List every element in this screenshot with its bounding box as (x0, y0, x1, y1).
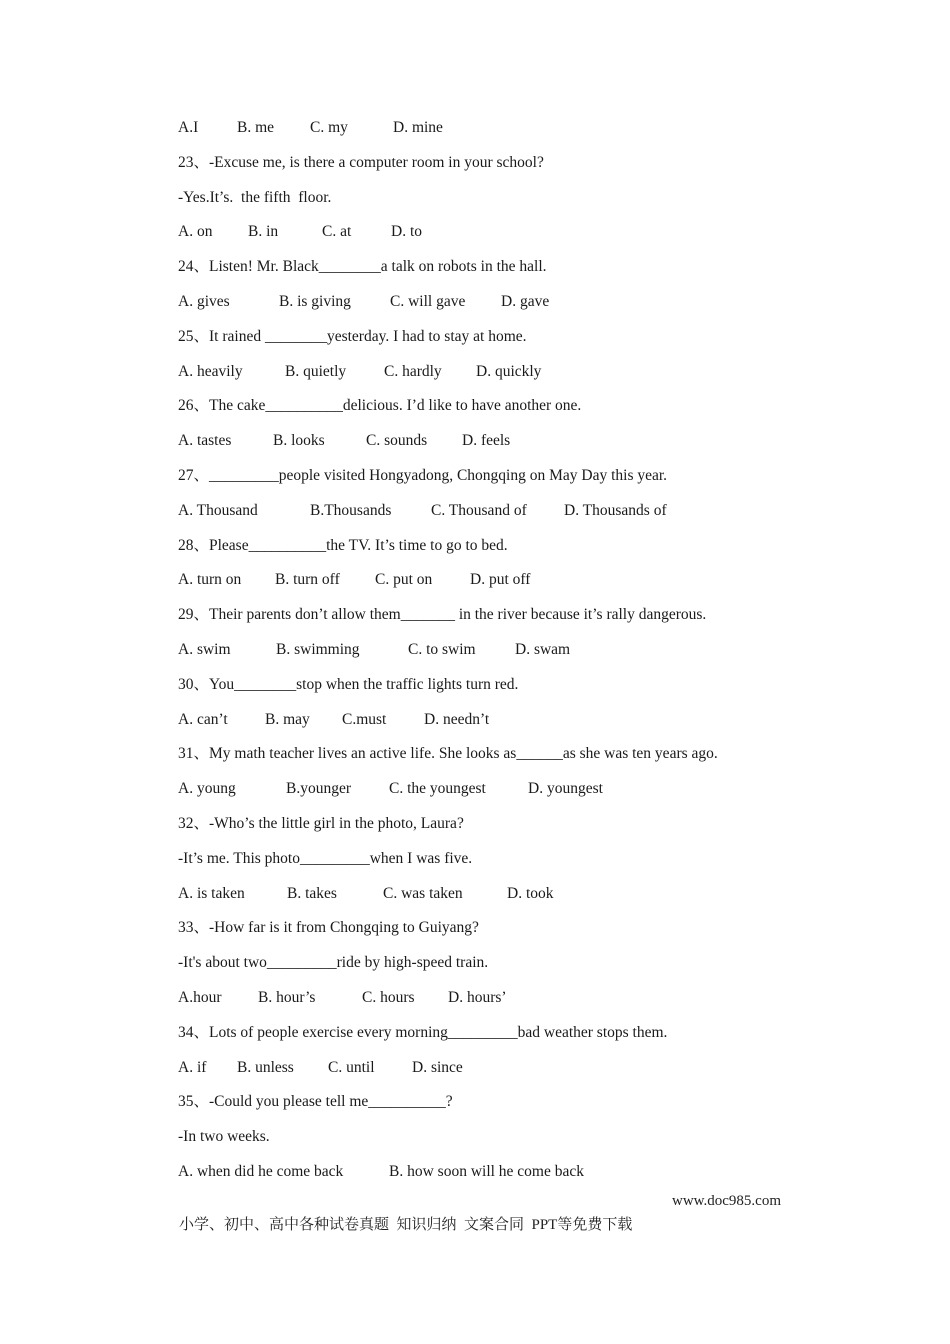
answer-option: C. hours (362, 988, 415, 1006)
answer-option: D. youngest (528, 780, 603, 798)
question-text: -It’s me. This photo_________when I was five. (178, 849, 473, 867)
answer-options (178, 568, 878, 603)
answer-option: A. on (178, 223, 213, 241)
question-text: 27、_________people visited Hongyadong, Chongqing on May Day this year. (178, 466, 668, 484)
answer-option: A. gives (178, 292, 230, 310)
answer-option: D. took (507, 884, 554, 902)
answer-options (178, 708, 878, 743)
question-text: -In two weeks. (178, 1128, 270, 1146)
answer-option: A. Thousand (178, 501, 258, 519)
answer-option: D. mine (393, 119, 443, 136)
answer-option: A.hour (178, 988, 222, 1006)
answer-options (178, 290, 878, 325)
answer-option: B. may (265, 710, 310, 728)
question-text: 35、-Could you please tell me__________? (178, 1093, 453, 1111)
answer-option: D. feels (462, 432, 511, 450)
page-footer (164, 1189, 804, 1285)
answer-options (178, 638, 878, 673)
answer-option: A. tastes (178, 432, 232, 450)
answer-option: C. my (310, 119, 348, 136)
answer-option: A. swim (178, 640, 231, 658)
answer-option: D. gave (501, 292, 550, 310)
question-text: 26、The cake__________delicious. I’d like to have another one. (178, 397, 582, 415)
answer-option: D. needn’t (424, 710, 490, 728)
answer-options (178, 499, 878, 534)
answer-option: C. Thousand of (431, 501, 527, 519)
answer-option: B. is giving (279, 292, 351, 310)
footer-website: www.doc985.com (672, 1193, 782, 1209)
question-text: 33、-How far is it from Chongqing to Guiyang? (178, 919, 479, 937)
question-text: 31、My math teacher lives an active life. She looks as______as she was ten years ago. (178, 745, 718, 763)
answer-option: C.must (342, 710, 387, 728)
answer-option: A. young (178, 780, 236, 798)
answer-option: B. looks (273, 432, 325, 450)
answer-option: B. quietly (285, 362, 347, 380)
question-text: 24、Listen! Mr. Black________a talk on robots in the hall. (178, 258, 547, 276)
footer-label: 小学、初中、高中各种试卷真题 知识归纳 文案合同 PPT等免费下载 (179, 1217, 633, 1233)
question-text: 25、It rained ________yesterday. I had to stay at home. (178, 327, 527, 345)
answer-options (178, 986, 878, 1021)
answer-option: C. to swim (408, 640, 476, 658)
answer-options (178, 220, 878, 255)
answer-option: B. takes (287, 884, 337, 902)
question-text: 23、-Excuse me, is there a computer room in your school? (178, 153, 544, 171)
answer-option: D. hours’ (448, 988, 507, 1006)
answer-options (178, 429, 878, 464)
answer-option: B. hour’s (258, 988, 316, 1006)
answer-option: C. sounds (366, 432, 428, 450)
answer-option: B. turn off (275, 571, 340, 589)
answer-option: A. if (178, 1058, 207, 1076)
answer-option: B. unless (237, 1058, 294, 1076)
answer-option: A. can’t (178, 710, 228, 728)
answer-options (178, 882, 878, 917)
question-text: 34、Lots of people exercise every morning_________bad weather stops them. (178, 1023, 668, 1041)
answer-options (178, 777, 878, 812)
answer-options (178, 360, 878, 395)
answer-option: B. me (237, 119, 275, 136)
answer-option: B.younger (286, 780, 352, 798)
answer-option: C. at (322, 223, 352, 241)
answer-option: A. when did he come back (178, 1162, 344, 1180)
answer-option: C. will gave (390, 292, 466, 310)
answer-option: B. how soon will he come back (389, 1162, 585, 1180)
answer-option: C. was taken (383, 884, 463, 902)
question-text: 32、-Who’s the little girl in the photo, Laura? (178, 814, 464, 832)
answer-option: C. until (328, 1058, 375, 1076)
answer-option: C. the youngest (389, 780, 486, 798)
answer-option: A. is taken (178, 884, 245, 902)
answer-options (178, 116, 878, 151)
answer-option: D. put off (470, 571, 531, 589)
answer-option: D. swam (515, 640, 571, 658)
answer-option: C. hardly (384, 362, 442, 380)
question-text: 29、Their parents don’t allow them_______ in the river because it’s rally dangerous. (178, 606, 707, 624)
question-list (178, 116, 878, 1195)
answer-option: B. swimming (276, 640, 360, 658)
answer-option: D. Thousands of (564, 501, 667, 519)
answer-option: C. put on (375, 571, 433, 589)
answer-option: A. heavily (178, 362, 243, 380)
question-text: 30、You________stop when the traffic lights turn red. (178, 675, 519, 693)
answer-option: A. turn on (178, 571, 242, 589)
question-text: -Yes.It’s. the fifth floor. (178, 188, 332, 206)
answer-options (178, 1056, 878, 1091)
answer-option: A.I (178, 119, 199, 136)
answer-option: D. quickly (476, 362, 542, 380)
answer-option: B. in (248, 223, 279, 241)
answer-option: B.Thousands (310, 501, 392, 519)
answer-option: D. to (391, 223, 422, 241)
question-text: -It's about two_________ride by high-speed train. (178, 954, 489, 972)
answer-option: D. since (412, 1058, 463, 1076)
question-text: 28、Please__________the TV. It’s time to go to bed. (178, 536, 508, 554)
